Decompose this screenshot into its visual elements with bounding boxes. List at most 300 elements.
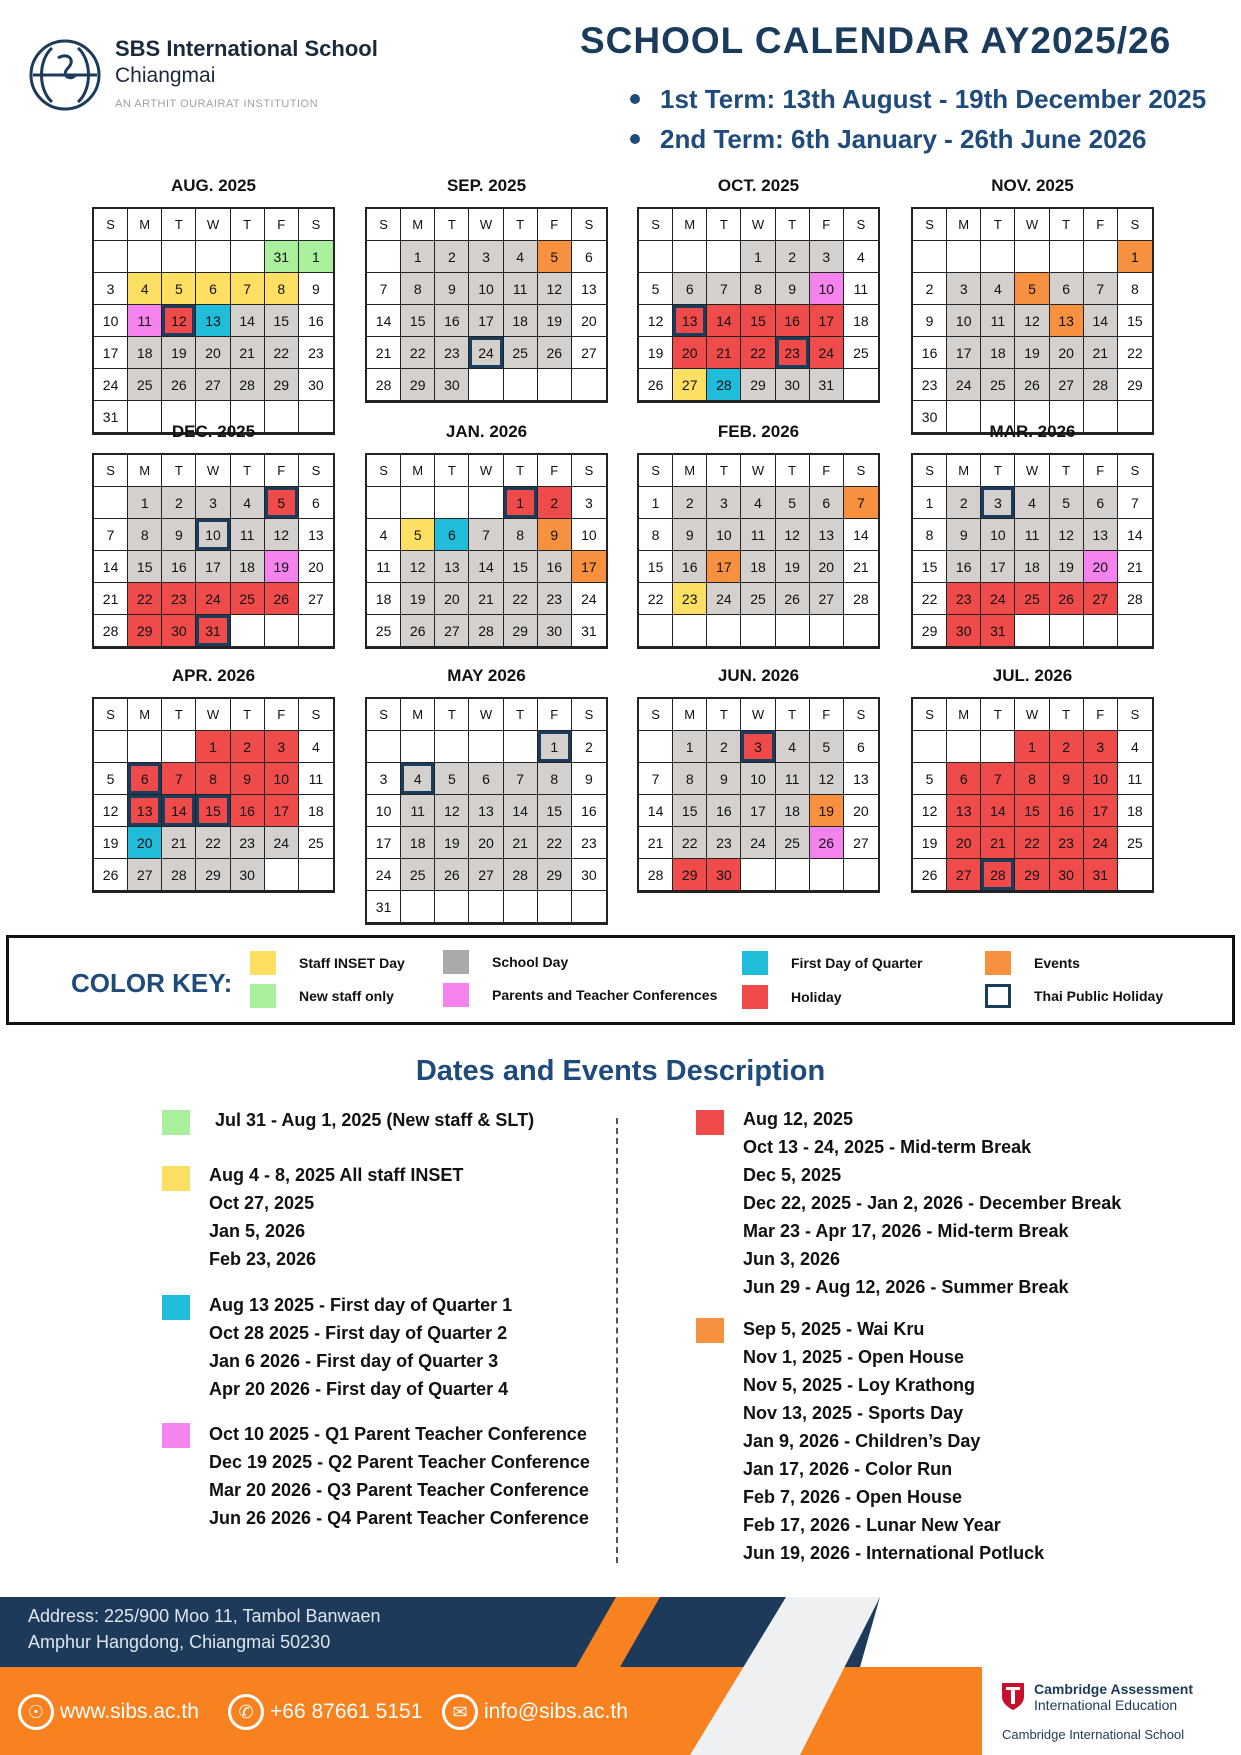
- calendar-day: 30: [776, 369, 810, 401]
- calendar-day: 15: [196, 795, 230, 827]
- calendar-day: 23: [538, 583, 572, 615]
- month-calendar: [365, 666, 608, 925]
- desc-inset: [209, 1161, 463, 1273]
- calendar-day: 20: [810, 551, 844, 583]
- weekday-header: S: [639, 455, 673, 487]
- calendar-day: 29: [128, 615, 162, 647]
- calendar-day: 13: [810, 519, 844, 551]
- calendar-empty-cell: [401, 487, 435, 519]
- calendar-day: 7: [162, 763, 196, 795]
- desc-line: Jun 19, 2026 - International Potluck: [743, 1543, 1045, 1563]
- calendar-day: 2: [435, 241, 469, 273]
- weekday-header: T: [504, 455, 538, 487]
- calendar-day: 13: [947, 795, 981, 827]
- month-grid: [92, 697, 335, 893]
- calendar-day: 28: [469, 615, 503, 647]
- calendar-day: 2: [162, 487, 196, 519]
- calendar-day: 26: [1050, 583, 1084, 615]
- key-swatch: [443, 950, 469, 974]
- weekday-header: W: [1015, 455, 1049, 487]
- desc-line: Nov 5, 2025 - Loy Krathong: [743, 1375, 976, 1395]
- month-calendar: [637, 666, 880, 893]
- calendar-day: 6: [128, 763, 162, 795]
- calendar-day: 21: [1084, 337, 1118, 369]
- calendar-day: 4: [299, 731, 333, 763]
- website-link[interactable]: [18, 1694, 199, 1730]
- calendar-day: 26: [639, 369, 673, 401]
- month-calendar: [92, 176, 335, 435]
- month-title: JUL. 2026: [992, 666, 1073, 685]
- calendar-empty-cell: [1084, 241, 1118, 273]
- calendar-day: 17: [196, 551, 230, 583]
- calendar-empty-cell: [1050, 241, 1084, 273]
- calendar-day: 19: [1015, 337, 1049, 369]
- calendar-empty-cell: [639, 731, 673, 763]
- calendar-day: 19: [776, 551, 810, 583]
- calendar-day: 19: [538, 305, 572, 337]
- calendar-day: 29: [1015, 859, 1049, 891]
- calendar-day: 31: [94, 401, 128, 433]
- swatch-quarter: [162, 1295, 190, 1320]
- calendar-day: 27: [128, 859, 162, 891]
- calendar-day: 24: [707, 583, 741, 615]
- calendar-day: 4: [741, 487, 775, 519]
- calendar-day: 6: [572, 241, 606, 273]
- calendar-day: 19: [94, 827, 128, 859]
- calendar-day: 30: [162, 615, 196, 647]
- calendar-day: 13: [572, 273, 606, 305]
- calendar-day: 21: [94, 583, 128, 615]
- calendar-empty-cell: [913, 731, 947, 763]
- calendar-day: 25: [981, 369, 1015, 401]
- calendar-day: 5: [810, 731, 844, 763]
- calendar-empty-cell: [401, 731, 435, 763]
- calendar-day: 18: [1118, 795, 1152, 827]
- desc-ptc: [209, 1420, 590, 1532]
- calendar-day: 30: [231, 859, 265, 891]
- calendar-day: 28: [1118, 583, 1152, 615]
- calendar-day: 9: [572, 763, 606, 795]
- weekday-header: S: [572, 209, 606, 241]
- calendar-day: 5: [639, 273, 673, 305]
- calendar-day: 7: [707, 273, 741, 305]
- desc-line: Jun 26 2026 - Q4 Parent Teacher Conference: [209, 1508, 589, 1528]
- weekday-header: M: [673, 455, 707, 487]
- calendar-day: 28: [707, 369, 741, 401]
- calendar-day: 17: [1084, 795, 1118, 827]
- calendar-day: 19: [639, 337, 673, 369]
- calendar-day: 10: [572, 519, 606, 551]
- calendar-day: 5: [1015, 273, 1049, 305]
- email-text: info@sibs.ac.th: [484, 1700, 628, 1723]
- calendar-day: 8: [265, 273, 299, 305]
- weekday-header: M: [128, 455, 162, 487]
- calendar-day: 8: [741, 273, 775, 305]
- weekday-header: S: [367, 209, 401, 241]
- calendar-day: 9: [673, 519, 707, 551]
- calendar-empty-cell: [844, 615, 878, 647]
- swatch-inset: [162, 1166, 190, 1191]
- calendar-empty-cell: [776, 615, 810, 647]
- weekday-header: T: [231, 209, 265, 241]
- weekday-header: T: [504, 699, 538, 731]
- calendar-day: 30: [707, 859, 741, 891]
- calendar-day: 2: [538, 487, 572, 519]
- calendar-day: 7: [1084, 273, 1118, 305]
- calendar-day: 21: [1118, 551, 1152, 583]
- calendar-day: 2: [673, 487, 707, 519]
- calendar-empty-cell: [981, 731, 1015, 763]
- weekday-header: W: [469, 209, 503, 241]
- calendar-day: 3: [981, 487, 1015, 519]
- calendar-day: 11: [231, 519, 265, 551]
- weekday-header: S: [1118, 699, 1152, 731]
- calendar-empty-cell: [844, 369, 878, 401]
- calendar-day: 21: [981, 827, 1015, 859]
- calendar-empty-cell: [94, 487, 128, 519]
- key-swatch: [443, 983, 469, 1007]
- calendar-empty-cell: [265, 859, 299, 891]
- calendar-day: 22: [741, 337, 775, 369]
- calendar-day: 11: [741, 519, 775, 551]
- calendar-day: 2: [707, 731, 741, 763]
- cambridge-logo: [982, 1667, 1241, 1755]
- calendar-day: 20: [1084, 551, 1118, 583]
- calendar-empty-cell: [367, 487, 401, 519]
- weekday-header: T: [435, 699, 469, 731]
- key-swatch: [985, 984, 1011, 1008]
- calendar-day: 7: [367, 273, 401, 305]
- calendar-day: 28: [367, 369, 401, 401]
- calendar-day: 14: [981, 795, 1015, 827]
- desc-line: Oct 28 2025 - First day of Quarter 2: [209, 1323, 508, 1343]
- calendar-empty-cell: [94, 731, 128, 763]
- desc-quarter: [209, 1291, 512, 1403]
- calendar-day: 16: [707, 795, 741, 827]
- desc-line: Dec 22, 2025 - Jan 2, 2026 - December Break: [743, 1193, 1122, 1213]
- calendar-day: 10: [707, 519, 741, 551]
- key-swatch: [742, 951, 768, 975]
- month-grid: [637, 697, 880, 893]
- weekday-header: T: [435, 455, 469, 487]
- calendar-day: 19: [1050, 551, 1084, 583]
- calendar-empty-cell: [401, 891, 435, 923]
- calendar-day: 16: [435, 305, 469, 337]
- calendar-day: 26: [94, 859, 128, 891]
- calendar-day: 15: [538, 795, 572, 827]
- calendar-day: 5: [538, 241, 572, 273]
- calendar-day: 6: [435, 519, 469, 551]
- calendar-day: 23: [707, 827, 741, 859]
- calendar-day: 3: [469, 241, 503, 273]
- key-ptc: [443, 983, 717, 1007]
- weekday-header: S: [94, 209, 128, 241]
- calendar-day: 19: [913, 827, 947, 859]
- calendar-day: 7: [94, 519, 128, 551]
- calendar-empty-cell: [504, 369, 538, 401]
- calendar-day: 20: [673, 337, 707, 369]
- calendar-empty-cell: [265, 615, 299, 647]
- month-title: AUG. 2025: [170, 176, 257, 195]
- calendar-day: 18: [401, 827, 435, 859]
- key-staff-inset: [250, 951, 405, 975]
- weekday-header: T: [981, 699, 1015, 731]
- calendar-day: 18: [231, 551, 265, 583]
- description-title: Dates and Events Description: [415, 1055, 826, 1087]
- weekday-header: T: [435, 209, 469, 241]
- calendar-day: 14: [469, 551, 503, 583]
- desc-line: Aug 4 - 8, 2025 All staff INSET: [209, 1165, 464, 1185]
- calendar-day: 6: [947, 763, 981, 795]
- calendar-empty-cell: [913, 241, 947, 273]
- calendar-day: 30: [1050, 859, 1084, 891]
- school-name: SBS International School: [115, 36, 378, 61]
- calendar-day: 26: [776, 583, 810, 615]
- key-holiday: [742, 985, 842, 1009]
- mail-icon: ✉: [442, 1694, 478, 1730]
- calendar-day: 18: [981, 337, 1015, 369]
- calendar-day: 19: [265, 551, 299, 583]
- calendar-day: 11: [981, 305, 1015, 337]
- calendar-day: 11: [299, 763, 333, 795]
- calendar-day: 3: [810, 241, 844, 273]
- calendar-empty-cell: [707, 241, 741, 273]
- weekday-header: T: [707, 699, 741, 731]
- calendar-day: 4: [981, 273, 1015, 305]
- weekday-header: T: [504, 209, 538, 241]
- weekday-header: M: [401, 209, 435, 241]
- calendar-day: 29: [504, 615, 538, 647]
- weekday-header: W: [469, 455, 503, 487]
- calendar-day: 15: [913, 551, 947, 583]
- calendar-day: 28: [1084, 369, 1118, 401]
- calendar-day: 16: [299, 305, 333, 337]
- calendar-day: 18: [299, 795, 333, 827]
- month-calendar: [365, 422, 608, 649]
- calendar-day: 18: [844, 305, 878, 337]
- calendar-day: 30: [435, 369, 469, 401]
- calendar-day: 10: [1084, 763, 1118, 795]
- calendar-day: 31: [1084, 859, 1118, 891]
- weekday-header: M: [128, 699, 162, 731]
- calendar-day: 20: [128, 827, 162, 859]
- weekday-header: W: [741, 699, 775, 731]
- calendar-day: 11: [776, 763, 810, 795]
- weekday-header: S: [299, 699, 333, 731]
- weekday-header: F: [265, 209, 299, 241]
- weekday-header: M: [401, 455, 435, 487]
- calendar-day: 10: [981, 519, 1015, 551]
- calendar-day: 16: [538, 551, 572, 583]
- calendar-day: 11: [504, 273, 538, 305]
- calendar-day: 21: [844, 551, 878, 583]
- calendar-day: 27: [810, 583, 844, 615]
- swatch-holiday: [696, 1110, 724, 1135]
- month-grid: [365, 697, 608, 925]
- desc-line: Oct 10 2025 - Q1 Parent Teacher Conference: [209, 1424, 587, 1444]
- calendar-day: 5: [913, 763, 947, 795]
- calendar-day: 22: [401, 337, 435, 369]
- calendar-day: 16: [673, 551, 707, 583]
- phone-link[interactable]: [228, 1694, 422, 1730]
- calendar-day: 15: [741, 305, 775, 337]
- calendar-day: 26: [265, 583, 299, 615]
- calendar-empty-cell: [1015, 615, 1049, 647]
- calendar-day: 20: [844, 795, 878, 827]
- desc-line: Oct 13 - 24, 2025 - Mid-term Break: [743, 1137, 1032, 1157]
- calendar-day: 25: [741, 583, 775, 615]
- calendar-day: 4: [367, 519, 401, 551]
- calendar-day: 6: [1050, 273, 1084, 305]
- calendar-empty-cell: [639, 241, 673, 273]
- swatch-events: [696, 1318, 724, 1343]
- month-grid: [365, 207, 608, 403]
- month-calendar: [911, 422, 1154, 649]
- calendar-day: 23: [572, 827, 606, 859]
- desc-line: Mar 23 - Apr 17, 2026 - Mid-term Break: [743, 1221, 1069, 1241]
- weekday-header: S: [94, 455, 128, 487]
- calendar-day: 23: [673, 583, 707, 615]
- key-label: Events: [1034, 955, 1080, 971]
- month-grid: [911, 697, 1154, 893]
- color-key: [6, 935, 1235, 1025]
- weekday-header: T: [981, 455, 1015, 487]
- calendar-day: 17: [810, 305, 844, 337]
- key-label: Staff INSET Day: [299, 955, 405, 971]
- calendar-day: 5: [776, 487, 810, 519]
- calendar-day: 1: [196, 731, 230, 763]
- calendar-day: 28: [844, 583, 878, 615]
- calendar-day: 5: [162, 273, 196, 305]
- month-title: OCT. 2025: [717, 176, 800, 195]
- key-label: Thai Public Holiday: [1034, 988, 1164, 1004]
- calendar-day: 13: [299, 519, 333, 551]
- month-grid: [911, 453, 1154, 649]
- calendar-day: 22: [128, 583, 162, 615]
- calendar-day: 4: [776, 731, 810, 763]
- calendar-empty-cell: [947, 731, 981, 763]
- month-calendar: [637, 176, 880, 403]
- calendar-day: 24: [469, 337, 503, 369]
- weekday-header: M: [128, 209, 162, 241]
- calendar-day: 9: [435, 273, 469, 305]
- calendar-day: 3: [741, 731, 775, 763]
- calendar-day: 12: [538, 273, 572, 305]
- calendar-day: 17: [947, 337, 981, 369]
- weekday-header: T: [776, 209, 810, 241]
- calendar-day: 14: [1118, 519, 1152, 551]
- globe-icon: ☉: [18, 1694, 54, 1730]
- calendar-day: 3: [572, 487, 606, 519]
- calendar-day: 12: [1050, 519, 1084, 551]
- calendar-empty-cell: [981, 241, 1015, 273]
- month-grid: [365, 453, 608, 649]
- calendar-day: 29: [538, 859, 572, 891]
- calendar-day: 9: [231, 763, 265, 795]
- calendar-day: 9: [913, 305, 947, 337]
- calendar-day: 20: [435, 583, 469, 615]
- calendar-day: 24: [741, 827, 775, 859]
- calendar-day: 14: [707, 305, 741, 337]
- weekday-header: S: [844, 699, 878, 731]
- calendar-day: 18: [128, 337, 162, 369]
- month-calendar: [92, 422, 335, 649]
- calendar-day: 2: [913, 273, 947, 305]
- weekday-header: S: [639, 209, 673, 241]
- weekday-header: W: [741, 455, 775, 487]
- calendar-empty-cell: [538, 369, 572, 401]
- calendar-day: 10: [94, 305, 128, 337]
- key-swatch: [985, 951, 1011, 975]
- calendar-day: 8: [1015, 763, 1049, 795]
- calendar-day: 11: [1118, 763, 1152, 795]
- calendar-day: 13: [435, 551, 469, 583]
- calendar-day: 29: [265, 369, 299, 401]
- calendar-day: 28: [162, 859, 196, 891]
- desc-line: Jan 5, 2026: [209, 1221, 306, 1241]
- calendar-empty-cell: [810, 615, 844, 647]
- calendar-day: 12: [162, 305, 196, 337]
- calendar-empty-cell: [196, 241, 230, 273]
- calendar-day: 27: [469, 859, 503, 891]
- calendar-day: 8: [1118, 273, 1152, 305]
- calendar-day: 15: [673, 795, 707, 827]
- calendar-day: 4: [231, 487, 265, 519]
- calendar-day: 24: [572, 583, 606, 615]
- desc-line: Jan 9, 2026 - Children’s Day: [743, 1431, 981, 1451]
- calendar-day: 9: [947, 519, 981, 551]
- calendar-empty-cell: [231, 615, 265, 647]
- cambridge-shield-icon: [1000, 1681, 1026, 1711]
- calendar-day: 15: [639, 551, 673, 583]
- calendar-day: 4: [844, 241, 878, 273]
- weekday-header: F: [265, 699, 299, 731]
- desc-line: Dec 19 2025 - Q2 Parent Teacher Conference: [209, 1452, 590, 1472]
- calendar-empty-cell: [1015, 241, 1049, 273]
- calendar-day: 16: [913, 337, 947, 369]
- calendar-day: 8: [673, 763, 707, 795]
- calendar-day: 25: [844, 337, 878, 369]
- email-link[interactable]: [442, 1694, 628, 1730]
- weekday-header: T: [1050, 455, 1084, 487]
- calendar-day: 21: [231, 337, 265, 369]
- key-new-staff: [250, 984, 394, 1008]
- calendar-day: 9: [776, 273, 810, 305]
- desc-line: Feb 17, 2026 - Lunar New Year: [743, 1515, 1001, 1535]
- calendar-day: 18: [504, 305, 538, 337]
- calendar-day: 7: [231, 273, 265, 305]
- calendar-day: 14: [162, 795, 196, 827]
- desc-line: Jan 6 2026 - First day of Quarter 3: [209, 1351, 499, 1371]
- calendar-empty-cell: [947, 241, 981, 273]
- calendar-empty-cell: [776, 859, 810, 891]
- calendar-day: 2: [1050, 731, 1084, 763]
- description-divider: [616, 1118, 618, 1563]
- calendar-day: 14: [231, 305, 265, 337]
- calendar-day: 12: [776, 519, 810, 551]
- calendar-day: 7: [504, 763, 538, 795]
- calendar-day: 4: [401, 763, 435, 795]
- weekday-header: S: [844, 455, 878, 487]
- calendar-day: 19: [810, 795, 844, 827]
- weekday-header: W: [469, 699, 503, 731]
- calendar-empty-cell: [469, 891, 503, 923]
- calendar-day: 8: [401, 273, 435, 305]
- calendar-empty-cell: [707, 615, 741, 647]
- calendar-day: 7: [469, 519, 503, 551]
- calendar-day: 4: [1118, 731, 1152, 763]
- calendar-day: 5: [1050, 487, 1084, 519]
